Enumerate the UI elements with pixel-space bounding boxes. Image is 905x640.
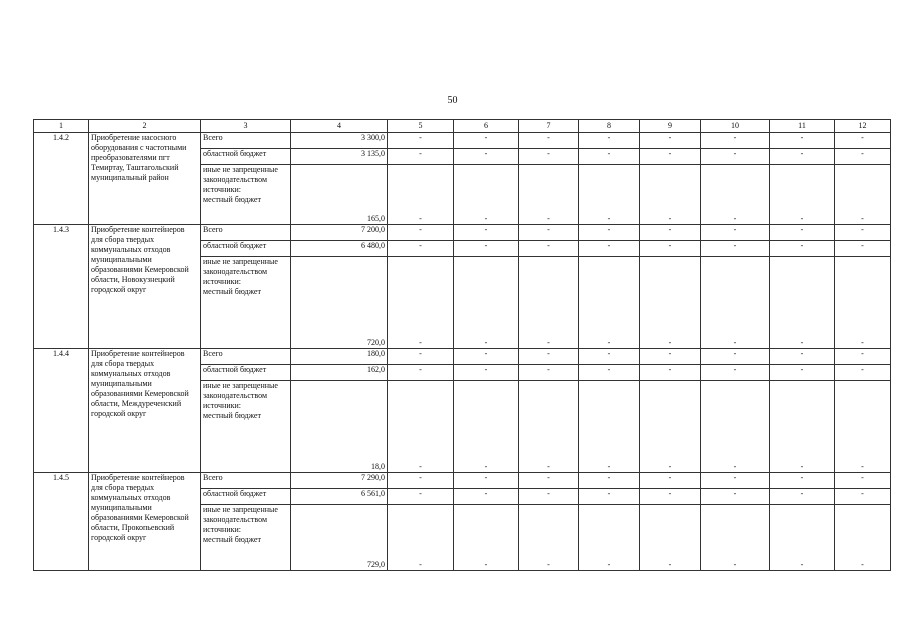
- table-row: [34, 133, 891, 149]
- empty-value: -: [835, 365, 891, 381]
- column-header: 8: [579, 120, 640, 133]
- total-value: 7 200,0: [291, 225, 388, 241]
- regional-budget-label: областной бюджет: [201, 241, 291, 257]
- header-row: [34, 120, 891, 133]
- empty-value: -: [388, 349, 454, 365]
- item-name: Приобретение контейнеров для сбора твердых коммунальных отходов муниципальными образованиями Кемеровской области, Прокопьевский городской округ: [89, 473, 201, 571]
- empty-value: -: [579, 225, 640, 241]
- other-sources-label: иные не запрещенные законодательством источники:: [203, 165, 278, 194]
- empty-value: -: [770, 365, 835, 381]
- empty-value: -: [519, 165, 579, 225]
- empty-value: -: [388, 241, 454, 257]
- empty-value: -: [835, 257, 891, 349]
- local-budget-label: местный бюджет: [203, 287, 261, 296]
- local-budget-value: 720,0: [291, 257, 388, 349]
- empty-value: -: [640, 225, 701, 241]
- empty-value: -: [701, 505, 770, 571]
- empty-value: -: [770, 257, 835, 349]
- local-budget-label: местный бюджет: [203, 411, 261, 420]
- empty-value: -: [519, 473, 579, 489]
- empty-value: -: [770, 381, 835, 473]
- empty-value: -: [701, 133, 770, 149]
- empty-value: -: [579, 505, 640, 571]
- column-header: 12: [835, 120, 891, 133]
- empty-value: -: [388, 473, 454, 489]
- regional-budget-value: 162,0: [291, 365, 388, 381]
- empty-value: -: [519, 241, 579, 257]
- empty-value: -: [519, 365, 579, 381]
- row-number: 1.4.4: [34, 349, 89, 473]
- empty-value: -: [454, 381, 519, 473]
- item-name: Приобретение контейнеров для сбора твердых коммунальных отходов муниципальными образованиями Кемеровской области, Междуреченский городской округ: [89, 349, 201, 473]
- empty-value: -: [640, 257, 701, 349]
- empty-value: -: [454, 165, 519, 225]
- empty-value: -: [835, 473, 891, 489]
- regional-budget-value: 6 480,0: [291, 241, 388, 257]
- empty-value: -: [770, 165, 835, 225]
- empty-value: -: [640, 133, 701, 149]
- empty-value: -: [579, 489, 640, 505]
- empty-value: -: [388, 505, 454, 571]
- empty-value: -: [519, 225, 579, 241]
- total-value: 3 300,0: [291, 133, 388, 149]
- column-header: 2: [89, 120, 201, 133]
- empty-value: -: [701, 165, 770, 225]
- empty-value: -: [388, 489, 454, 505]
- total-label: Всего: [201, 225, 291, 241]
- empty-value: -: [454, 365, 519, 381]
- empty-value: -: [519, 257, 579, 349]
- other-sources-cell: [201, 381, 291, 473]
- other-sources-label: иные не запрещенные законодательством источники:: [203, 505, 278, 534]
- empty-value: -: [454, 241, 519, 257]
- empty-value: -: [835, 489, 891, 505]
- empty-value: -: [701, 257, 770, 349]
- empty-value: -: [701, 489, 770, 505]
- local-budget-value: 165,0: [291, 165, 388, 225]
- empty-value: -: [388, 257, 454, 349]
- row-number: 1.4.2: [34, 133, 89, 225]
- empty-value: -: [640, 349, 701, 365]
- empty-value: -: [701, 225, 770, 241]
- empty-value: -: [770, 149, 835, 165]
- column-header: 5: [388, 120, 454, 133]
- empty-value: -: [388, 133, 454, 149]
- other-sources-cell: [201, 165, 291, 225]
- empty-value: -: [579, 257, 640, 349]
- table-row: [34, 349, 891, 365]
- other-sources-cell: [201, 257, 291, 349]
- empty-value: -: [454, 225, 519, 241]
- empty-value: -: [579, 349, 640, 365]
- empty-value: -: [579, 133, 640, 149]
- column-header: 9: [640, 120, 701, 133]
- column-header: 4: [291, 120, 388, 133]
- empty-value: -: [640, 505, 701, 571]
- empty-value: -: [579, 365, 640, 381]
- item-name: Приобретение насосного оборудования с частотными преобразователями пгт Темиртау, Таштагольский муниципальный район: [89, 133, 201, 225]
- empty-value: -: [519, 489, 579, 505]
- empty-value: -: [701, 365, 770, 381]
- empty-value: -: [770, 489, 835, 505]
- empty-value: -: [701, 473, 770, 489]
- empty-value: -: [770, 133, 835, 149]
- table-row: [34, 473, 891, 489]
- column-header: 10: [701, 120, 770, 133]
- empty-value: -: [770, 349, 835, 365]
- row-number: 1.4.5: [34, 473, 89, 571]
- empty-value: -: [835, 349, 891, 365]
- regional-budget-label: областной бюджет: [201, 365, 291, 381]
- empty-value: -: [388, 365, 454, 381]
- empty-value: -: [519, 381, 579, 473]
- item-name: Приобретение контейнеров для сбора твердых коммунальных отходов муниципальными образованиями Кемеровской области, Новокузнецкий городской округ: [89, 225, 201, 349]
- page-number: 50: [447, 95, 458, 106]
- other-sources-label: иные не запрещенные законодательством источники:: [203, 381, 278, 410]
- empty-value: -: [770, 241, 835, 257]
- empty-value: -: [454, 349, 519, 365]
- empty-value: -: [579, 473, 640, 489]
- table-row: [34, 225, 891, 241]
- empty-value: -: [701, 241, 770, 257]
- empty-value: -: [454, 133, 519, 149]
- empty-value: -: [701, 381, 770, 473]
- empty-value: -: [579, 149, 640, 165]
- empty-value: -: [519, 133, 579, 149]
- budget-table: [33, 119, 891, 571]
- empty-value: -: [770, 473, 835, 489]
- empty-value: -: [579, 241, 640, 257]
- empty-value: -: [835, 505, 891, 571]
- other-sources-cell: [201, 505, 291, 571]
- empty-value: -: [454, 257, 519, 349]
- empty-value: -: [454, 505, 519, 571]
- local-budget-label: местный бюджет: [203, 195, 261, 204]
- empty-value: -: [835, 133, 891, 149]
- empty-value: -: [388, 149, 454, 165]
- regional-budget-label: областной бюджет: [201, 149, 291, 165]
- total-label: Всего: [201, 349, 291, 365]
- empty-value: -: [640, 149, 701, 165]
- empty-value: -: [388, 165, 454, 225]
- total-label: Всего: [201, 473, 291, 489]
- empty-value: -: [770, 225, 835, 241]
- regional-budget-value: 6 561,0: [291, 489, 388, 505]
- empty-value: -: [835, 165, 891, 225]
- empty-value: -: [454, 149, 519, 165]
- regional-budget-value: 3 135,0: [291, 149, 388, 165]
- column-header: 7: [519, 120, 579, 133]
- empty-value: -: [454, 489, 519, 505]
- empty-value: -: [701, 349, 770, 365]
- empty-value: -: [519, 149, 579, 165]
- empty-value: -: [835, 241, 891, 257]
- empty-value: -: [640, 473, 701, 489]
- empty-value: -: [835, 225, 891, 241]
- empty-value: -: [579, 165, 640, 225]
- regional-budget-label: областной бюджет: [201, 489, 291, 505]
- column-header: 11: [770, 120, 835, 133]
- empty-value: -: [835, 381, 891, 473]
- empty-value: -: [835, 149, 891, 165]
- empty-value: -: [640, 381, 701, 473]
- empty-value: -: [640, 489, 701, 505]
- empty-value: -: [579, 381, 640, 473]
- column-header: 6: [454, 120, 519, 133]
- empty-value: -: [388, 381, 454, 473]
- empty-value: -: [770, 505, 835, 571]
- column-header: 1: [34, 120, 89, 133]
- local-budget-label: местный бюджет: [203, 535, 261, 544]
- total-label: Всего: [201, 133, 291, 149]
- local-budget-value: 729,0: [291, 505, 388, 571]
- local-budget-value: 18,0: [291, 381, 388, 473]
- total-value: 7 290,0: [291, 473, 388, 489]
- empty-value: -: [640, 241, 701, 257]
- empty-value: -: [640, 365, 701, 381]
- total-value: 180,0: [291, 349, 388, 365]
- column-header: 3: [201, 120, 291, 133]
- empty-value: -: [519, 349, 579, 365]
- empty-value: -: [640, 165, 701, 225]
- other-sources-label: иные не запрещенные законодательством источники:: [203, 257, 278, 286]
- row-number: 1.4.3: [34, 225, 89, 349]
- empty-value: -: [388, 225, 454, 241]
- empty-value: -: [519, 505, 579, 571]
- empty-value: -: [701, 149, 770, 165]
- empty-value: -: [454, 473, 519, 489]
